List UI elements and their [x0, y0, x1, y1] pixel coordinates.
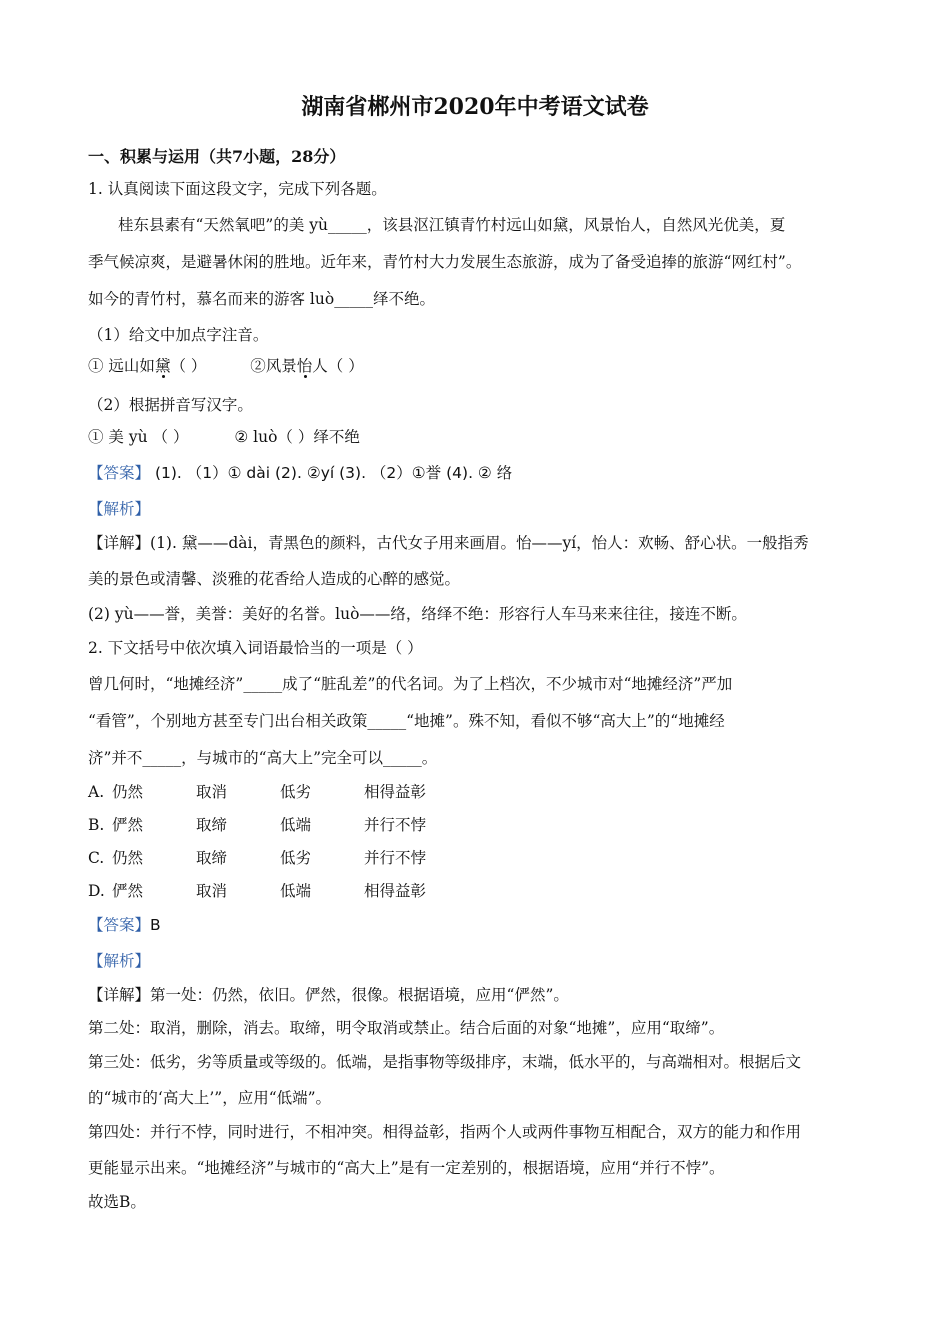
q1-passage-line-3: 如今的青竹村，慕名而来的游客 luò_____绎不绝。 — [88, 290, 435, 308]
option-word: 并行不悖 — [364, 849, 427, 867]
q1-sub2-item-b: ② luò（ ）绎不绝 — [234, 428, 360, 446]
dotted-char-dai: 黛 — [154, 357, 171, 375]
q1-sub1-item-b: ②风景怡人（ ） — [250, 357, 364, 375]
option-word: 低端 — [280, 816, 312, 834]
option-letter: B. — [88, 816, 105, 834]
q1-detail-line-3: (2) yù——誉，美誉：美好的名誉。luò——络，络绎不绝：形容行人车马来来往往，接连不断。 — [88, 605, 747, 623]
option-word: 相得益彰 — [364, 882, 427, 900]
option-word: 低端 — [280, 882, 312, 900]
analysis-label: 【解析】 — [88, 952, 151, 970]
option-word: 相得益彰 — [364, 783, 427, 801]
answer-label: 【答案】 — [88, 464, 151, 482]
option-word: 并行不悖 — [364, 816, 427, 834]
option-word: 取缔 — [196, 849, 228, 867]
q1-sub2-item-a: ① 美 yù （ ） — [88, 428, 189, 446]
q1-sub2-items — [88, 426, 360, 448]
option-word: 低劣 — [280, 783, 312, 801]
answer-text: B — [150, 916, 161, 934]
option-word: 俨然 — [112, 816, 144, 834]
q2-answer — [88, 914, 161, 936]
q2-conclusion: 故选B。 — [88, 1193, 146, 1211]
q2-detail-first: 【详解】第一处：仍然，依旧。俨然，很像。根据语境，应用“俨然”。 — [88, 986, 569, 1004]
q2-detail-line-1: 第二处：取消，删除，消去。取缔，明令取消或禁止。结合后面的对象“地摊”，应用“取缔”。 — [88, 1019, 725, 1037]
option-word: 取消 — [196, 882, 228, 900]
option-letter: C. — [88, 849, 105, 867]
answer-label: 【答案】 — [88, 916, 151, 934]
q2-detail-line-4: 第四处：并行不悖，同时进行，不相冲突。相得益彰，指两个人或两件事物互相配合，双方的能力和作用 — [88, 1123, 802, 1141]
q2-detail-line-2: 第三处：低劣，劣等质量或等级的。低端，是指事物等级排序，末端，低水平的，与高端相对。根据后文 — [88, 1053, 802, 1071]
q1-passage-line-2: 季气候凉爽，是避暑休闲的胜地。近年来，青竹村大力发展生态旅游，成为了备受追捧的旅游“网红村”。 — [88, 253, 802, 271]
section-heading: 一、积累与运用（共7小题，28分） — [88, 147, 346, 166]
option-word: 取缔 — [196, 816, 228, 834]
q2-detail-line-5: 更能显示出来。“地摊经济”与城市的“高大上”是有一定差别的，根据语境，应用“并行不悖”。 — [88, 1159, 725, 1177]
q1-detail-line-1: 【详解】(1). 黛——dài，青黑色的颜料，古代女子用来画眉。怡——yí，怡人：欢畅、舒心状。一般指秀 — [88, 534, 809, 552]
q2-stem: 2. 下文括号中依次填入词语最恰当的一项是（ ） — [88, 639, 423, 657]
q2-passage-line-3: 济”并不_____，与城市的“高大上”完全可以_____。 — [88, 749, 438, 767]
q2-detail-line-3: 的“城市的‘高大上’”，应用“低端”。 — [88, 1089, 332, 1107]
q1-sub2-prompt: （2）根据拼音写汉字。 — [88, 396, 253, 414]
q1-sub1-item-a: ① 远山如黛（ ） — [88, 357, 207, 375]
option-letter: A. — [88, 783, 105, 801]
analysis-label: 【解析】 — [88, 500, 151, 518]
answer-text: (1). （1）① dài (2). ②yí (3). （2）①誉 (4). ② 络 — [150, 464, 513, 482]
q1-detail-line-2: 美的景色或清馨、淡雅的花香给人造成的心醉的感觉。 — [88, 570, 461, 588]
q1-stem: 1. 认真阅读下面这段文字，完成下列各题。 — [88, 180, 387, 198]
option-letter: D. — [88, 882, 105, 900]
q2-passage-line-1: 曾几何时，“地摊经济”_____成了“脏乱差”的代名词。为了上档次，不少城市对“地摊经济”严加 — [88, 675, 733, 693]
page-title: 湖南省郴州市2020年中考语文试卷 — [301, 94, 649, 120]
dotted-char-yi: 怡 — [296, 357, 313, 375]
option-word: 低劣 — [280, 849, 312, 867]
q2-passage-line-2: “看管”，个别地方甚至专门出台相关政策_____“地摊”。殊不知，看似不够“高大上”的“地摊经 — [88, 712, 725, 730]
detail-label: 【详解】 — [88, 534, 151, 552]
q1-passage-line-1: 桂东县素有“天然氧吧”的美 yù_____，该县沤江镇青竹村远山如黛，风景怡人，自然风光优美，夏 — [118, 216, 786, 234]
option-word: 仍然 — [112, 783, 144, 801]
option-word: 仍然 — [112, 849, 144, 867]
q1-answer — [88, 462, 512, 484]
option-word: 俨然 — [112, 882, 144, 900]
q1-sub1-prompt: （1）给文中加点字注音。 — [88, 326, 269, 344]
option-word: 取消 — [196, 783, 228, 801]
q1-sub1-items — [88, 355, 364, 377]
detail-label: 【详解】 — [88, 986, 151, 1004]
